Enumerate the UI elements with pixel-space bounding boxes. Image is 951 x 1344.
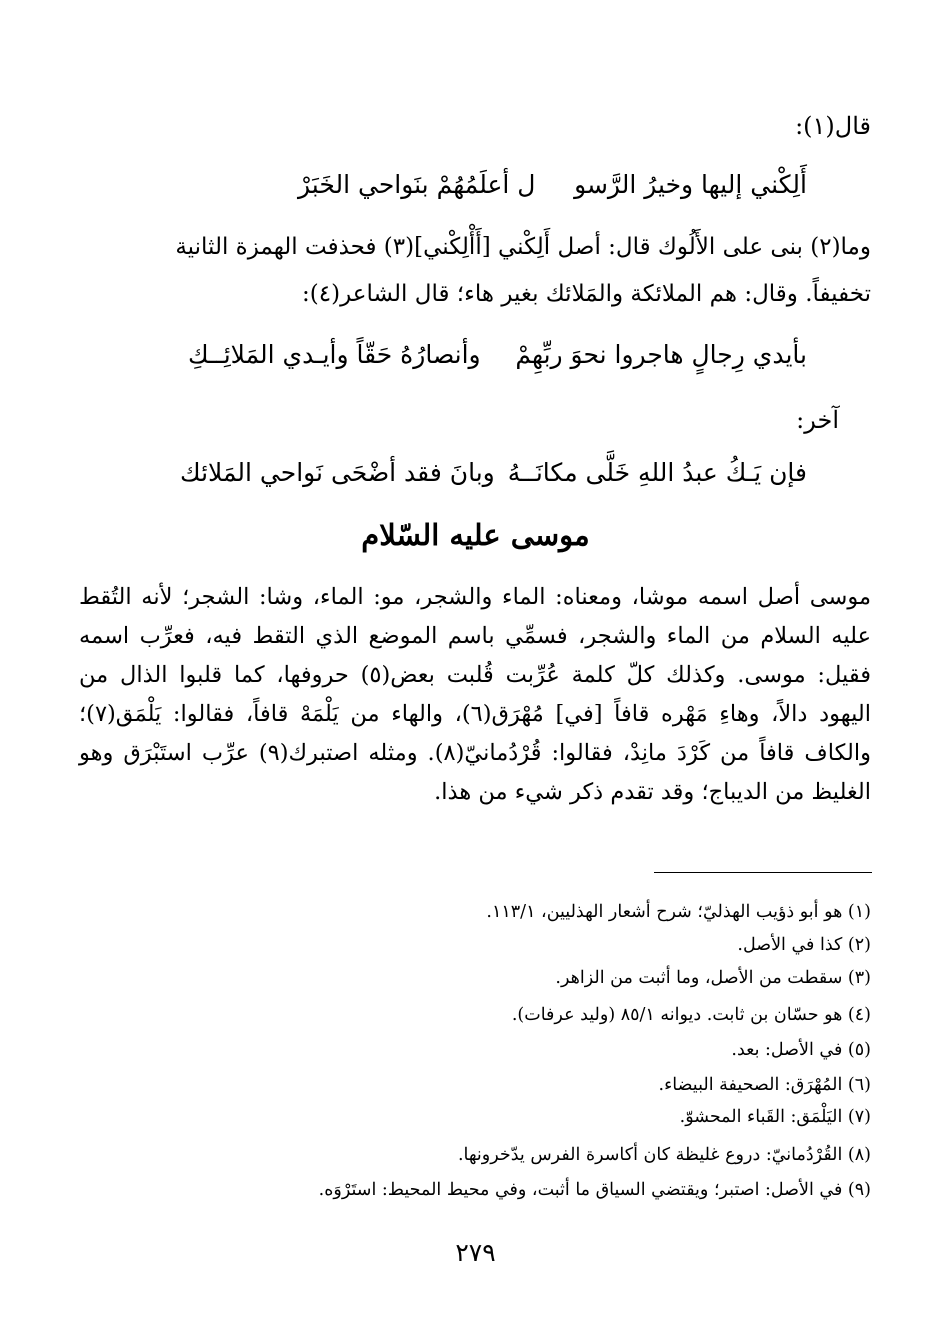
footnote: (٧) اليَلْمَق: القَباء المحشوّ. — [679, 1107, 871, 1127]
verse-hemistich-right: بأيدي رِجالٍ هاجروا نحوَ ربِّهِمْ — [515, 340, 807, 369]
verse-hemistich-left: وأنصارُهُ حَقّاً وأيـدي المَلائِــكِ — [188, 340, 481, 369]
footnote: (٩) في الأصل: اصتبر؛ ويقتضي السياق ما أثبت، وفي محيط المحيط: استَرْوَه. — [318, 1180, 871, 1200]
footnote: (١) هو أبو ذؤيب الهذليّ؛ شرح أشعار الهذليين، ١١٣/١. — [486, 902, 871, 922]
verse-hemistich-right: فإن يَـكُ عبدُ اللهِ خَلَّى مكانَــهُ — [507, 458, 807, 487]
verse-hemistich-left: ل أعلَمُهُمْ بنَواحي الخَبَرْ — [298, 170, 536, 199]
commentary-line: وما(٢) بنى على الأَلُوك قال: أصل أَلِكْني [أَأْلِكْني](٣) فحذفت الهمزة الثانية — [175, 234, 871, 260]
section-body — [79, 578, 871, 812]
section-paragraph: موسى أصل اسمه موشا، ومعناه: الماء والشجر، مو: الماء، وشا: الشجر؛ لأنه التُقط عليه السلام من الماء والشجر، فسمِّي باسم الموضع الذي التقط فيه، فعرِّب اسمه فقيل: موسى. وكذلك كلّ كلمة عُرِّبت قُلبت بعض(٥) حروفها، كما قلبوا الذال من اليهود دالاً، وهاءِ مَهْره قافاً [في] مُهْرَق(٦)، والهاء من يَلْمَهْ قافاً، فقالوا: يَلْمَق(٧)؛ والكاف قافاً من كَرْدَ مانِدْ، فقالوا: قُرْدُمانيّ(٨). ومثله اصتبرك(٩) عرِّب استَبْرَق وهو الغليظ من الديباج؛ وقد تقدم ذكر شيء من هذا. — [79, 584, 871, 805]
verse-hemistich-left: وبانَ فقد أضْحَى نَواحي المَلائك — [180, 458, 495, 487]
footnote: (٥) في الأصل: بعد. — [731, 1040, 871, 1060]
verse-hemistich-right: أَلِكْني إليها وخيرُ الرَّسو — [574, 170, 807, 199]
footnote: (٨) القُرْدُمانيّ: دروع غليظة كان أكاسرة الفرس يدّخرونها. — [457, 1145, 871, 1165]
section-heading: موسى عليه السّلام — [361, 518, 590, 552]
poem-intro: آخر: — [796, 406, 839, 434]
footnote: (٤) هو حسّان بن ثابت. ديوانه ٨٥/١ (وليد عرفات). — [511, 1005, 871, 1025]
commentary-line: تخفيفاً. وقال: هم الملائكة والمَلائك بغير هاء؛ قال الشاعر(٤): — [302, 281, 871, 307]
footnote: (٣) سقطت من الأصل، وما أثبت من الزاهر. — [555, 968, 871, 988]
page-number: ٢٧٩ — [455, 1238, 496, 1267]
footnote-separator — [654, 872, 872, 873]
poem-intro: قال(١): — [795, 112, 871, 140]
footnote: (٢) كذا في الأصل. — [737, 935, 871, 955]
footnote: (٦) المُهْرَق: الصحيفة البيضاء. — [658, 1075, 871, 1095]
